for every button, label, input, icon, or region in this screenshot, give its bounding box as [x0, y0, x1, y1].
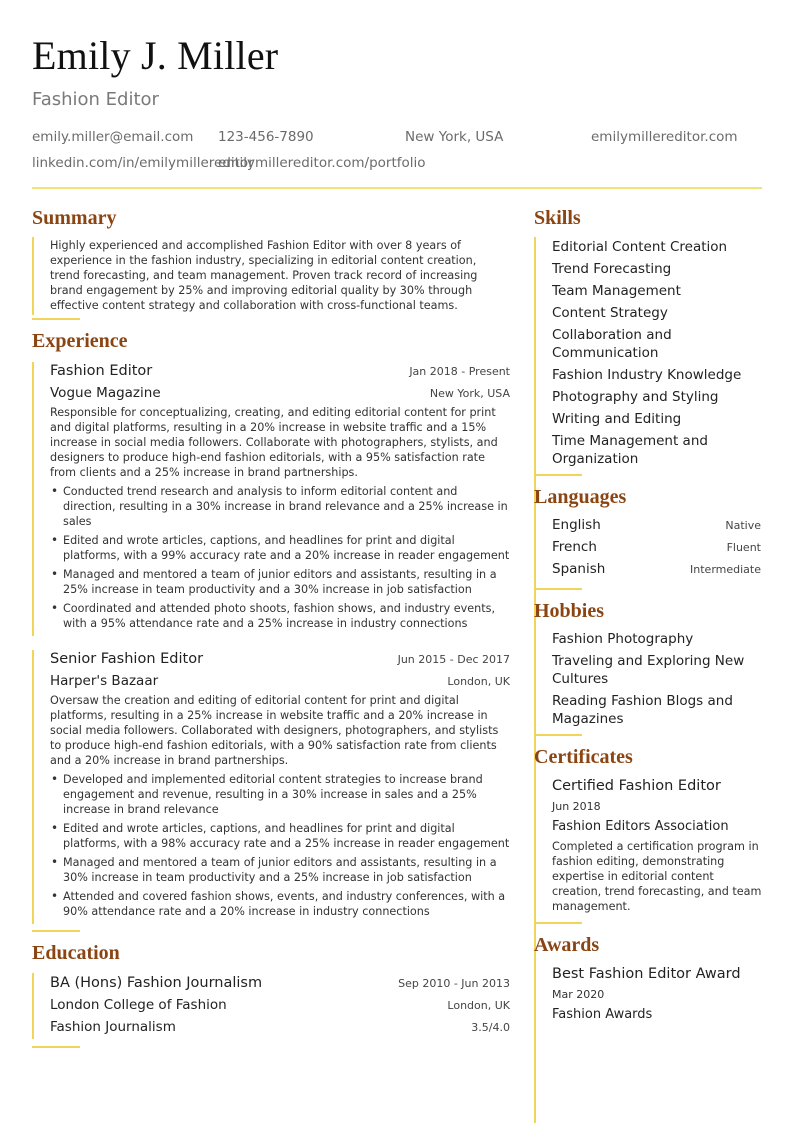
candidate-name: Emily J. Miller [32, 33, 279, 78]
job-1-description: Responsible for conceptualizing, creating, and editing editorial content for print and digital platforms, resulting in a 20% increase in website traffic and a 15% increase in social media followers. Collaborate with photographers, stylists, and designers to produce high-end fashion editorials, with a 95% satisfaction rate from clients and a 25% increase in brand partnerships. [50, 406, 498, 479]
job-1-location: New York, USA [429, 387, 510, 400]
list-item: • Managed and mentored a team of junior editors and assistants, resulting in a 30% increase in team productivity and a 25% increase in job satisfaction [50, 855, 510, 885]
education-degree: BA (Hons) Fashion Journalism [50, 975, 263, 991]
job-1-title: Fashion Editor [50, 363, 153, 379]
job-title-headline: Fashion Editor [32, 89, 159, 110]
location-text: New York, USA [405, 129, 504, 145]
list-item: • Managed and mentored a team of junior editors and assistants, resulting in a 25% increase in team productivity and a 30% increase in job satisfaction [50, 567, 510, 597]
right-column-bar [534, 237, 536, 1123]
list-item: Reading Fashion Blogs and Magazines [552, 693, 733, 727]
summary-divider [32, 318, 80, 320]
language-level: Fluent [726, 541, 761, 554]
award-issuer: Fashion Awards [552, 1007, 653, 1022]
education-gpa: 3.5/4.0 [471, 1021, 510, 1034]
list-item: Team Management [552, 283, 681, 299]
hobbies-divider [534, 734, 582, 736]
job-1-bar [32, 362, 34, 636]
language-name: English [552, 517, 601, 533]
header-divider [32, 187, 762, 189]
award-entry [552, 965, 764, 1024]
list-item: Editorial Content Creation [552, 239, 728, 255]
list-item: Fashion Photography [552, 631, 694, 647]
job-2-title: Senior Fashion Editor [50, 651, 204, 667]
job-1-bullets [50, 484, 510, 631]
list-item: Photography and Styling [552, 389, 719, 405]
certificates-divider [534, 922, 582, 924]
summary-bar [32, 237, 34, 315]
skills-heading: Skills [534, 207, 581, 229]
language-name: Spanish [552, 561, 606, 577]
education-divider [32, 1046, 80, 1048]
job-1-company: Vogue Magazine [50, 385, 161, 401]
experience-divider [32, 930, 80, 932]
list-item: • Conducted trend research and analysis to inform editorial content and direction, resulting in a 30% increase in brand relevance and a 25% increase in sales [50, 484, 510, 529]
list-item: Fashion Industry Knowledge [552, 367, 742, 383]
certificates-heading: Certificates [534, 746, 633, 768]
skills-divider [534, 474, 582, 476]
languages-heading: Languages [534, 486, 627, 508]
education-school: London College of Fashion [50, 997, 227, 1013]
education-heading: Education [32, 942, 120, 964]
summary-text: Highly experienced and accomplished Fashion Editor with over 8 years of experience in the fashion industry, specializing in editorial content creation, trend forecasting, and team management. Proven track record of increasing brand engagement by 25% and improving editorial quality by 30% through effective content strategy and collaboration with cross-functional teams. [50, 239, 478, 312]
education-entry [50, 974, 510, 1036]
language-level: Intermediate [690, 563, 761, 576]
education-field: Fashion Journalism [50, 1019, 176, 1035]
job-2-bar [32, 650, 34, 924]
experience-heading: Experience [32, 330, 128, 352]
list-item: Content Strategy [552, 305, 668, 321]
job-2-bullets [50, 772, 510, 919]
job-2-company: Harper's Bazaar [50, 673, 159, 689]
list-item [552, 538, 761, 556]
job-2-description: Oversaw the creation and editing of editorial content for print and digital platforms, resulting in a 25% increase in website traffic and a 20% increase in social media followers. Collaborated with designers, photographers, and stylists to produce high-end fashion editorials, with a 90% satisfaction rate from clients and a 20% increase in brand partnerships. [50, 694, 499, 767]
language-name: French [552, 539, 597, 555]
skills-list [552, 238, 764, 472]
awards-heading: Awards [534, 934, 600, 956]
hobbies-heading: Hobbies [534, 600, 605, 622]
certificate-name: Certified Fashion Editor [552, 778, 721, 794]
list-item: Writing and Editing [552, 411, 682, 427]
certificate-date: Jun 2018 [552, 800, 601, 813]
email-link[interactable]: emily.miller@email.com [32, 129, 194, 145]
education-location: London, UK [447, 999, 510, 1012]
summary-heading: Summary [32, 207, 117, 229]
list-item [552, 516, 761, 534]
job-1-dates: Jan 2018 - Present [409, 365, 510, 378]
list-item: • Coordinated and attended photo shoots, fashion shows, and industry events, with a 95% attendance rate and a 25% increase in industry connections [50, 601, 510, 631]
list-item: Traveling and Exploring New Cultures [552, 653, 745, 687]
hobbies-list [552, 630, 752, 728]
certificate-issuer: Fashion Editors Association [552, 819, 729, 834]
certificate-description: Completed a certification program in fashion editing, demonstrating expertise in editorial content creation, trend forecasting, and team management. [552, 840, 762, 913]
list-item: • Edited and wrote articles, captions, and headlines for print and digital platforms, with a 98% accuracy rate and a 25% increase in reader engagement [50, 821, 510, 851]
award-name: Best Fashion Editor Award [552, 966, 741, 982]
job-2-location: London, UK [447, 675, 510, 688]
list-item: • Developed and implemented editorial content strategies to increase brand engagement and revenue, resulting in a 30% increase in sales and a 25% increase in brand relevance [50, 772, 510, 817]
job-1 [50, 362, 510, 631]
list-item: Time Management and Organization [552, 433, 708, 467]
list-item: • Edited and wrote articles, captions, and headlines for print and digital platforms, with a 99% accuracy rate and a 20% increase in reader engagement [50, 533, 510, 563]
list-item: • Attended and covered fashion shows, events, and industry conferences, with a 90% attendance rate and a 20% increase in industry connections [50, 889, 510, 919]
portfolio-link[interactable]: emilymillereditor.com/portfolio [218, 155, 426, 171]
website-link[interactable]: emilymillereditor.com [591, 129, 738, 145]
certificate-entry [552, 777, 764, 914]
job-2-dates: Jun 2015 - Dec 2017 [397, 653, 510, 666]
list-item [552, 560, 761, 578]
education-bar [32, 973, 34, 1039]
languages-divider [534, 588, 582, 590]
education-dates: Sep 2010 - Jun 2013 [398, 977, 510, 990]
list-item: Collaboration and Communication [552, 327, 672, 361]
languages-list [552, 516, 761, 578]
phone-text: 123-456-7890 [218, 129, 314, 145]
linkedin-link[interactable]: linkedin.com/in/emilymillereditor [32, 155, 254, 171]
job-2 [50, 650, 510, 919]
list-item: Trend Forecasting [552, 261, 672, 277]
award-date: Mar 2020 [552, 988, 605, 1001]
language-level: Native [725, 519, 761, 532]
